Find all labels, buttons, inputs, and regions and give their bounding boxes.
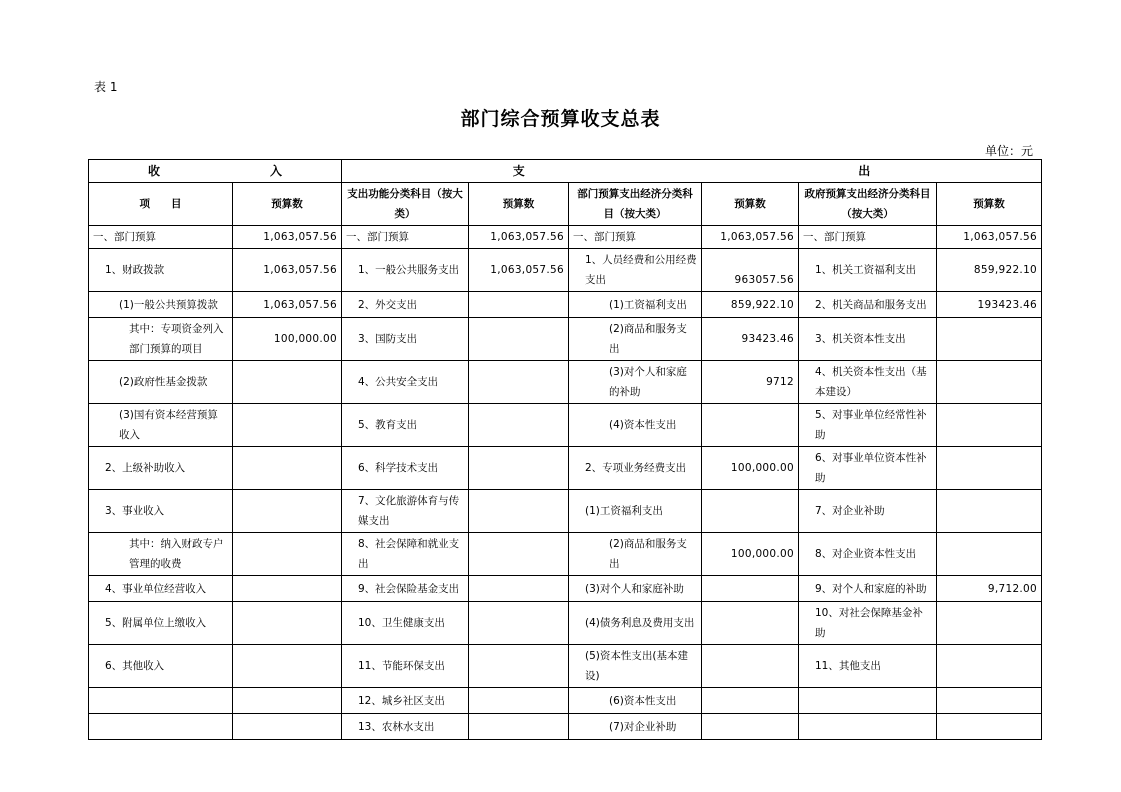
dept-econ-amount: 963057.56: [702, 249, 799, 292]
table-number-label: 表 1: [94, 80, 118, 94]
function-item: 1、一般公共服务支出: [342, 249, 469, 292]
table-body: [89, 226, 1042, 740]
function-item: 2、外交支出: [342, 292, 469, 318]
gov-econ-amount: 9,712.00: [937, 576, 1042, 602]
function-item: 4、公共安全支出: [342, 361, 469, 404]
header-row-1: [89, 160, 1042, 183]
gov-econ-amount: 859,922.10: [937, 249, 1042, 292]
income-amount: [233, 645, 342, 688]
table-row: [89, 318, 1042, 361]
table-row: [89, 249, 1042, 292]
col-header-budget-2: 预算数: [469, 183, 569, 226]
function-amount: [469, 361, 569, 404]
col-header-budget-1: 预算数: [233, 183, 342, 226]
gov-econ-item: 2、机关商品和服务支出: [799, 292, 937, 318]
table-row: [89, 714, 1042, 740]
function-amount: [469, 576, 569, 602]
gov-econ-amount: [937, 490, 1042, 533]
dept-econ-amount: [702, 576, 799, 602]
dept-econ-item: (2)商品和服务支出: [569, 318, 702, 361]
income-item: 5、附属单位上缴收入: [89, 602, 233, 645]
table-row: [89, 645, 1042, 688]
function-amount: [469, 404, 569, 447]
function-item: 10、卫生健康支出: [342, 602, 469, 645]
income-amount: 100,000.00: [233, 318, 342, 361]
col-header-budget-4: 预算数: [937, 183, 1042, 226]
function-amount: [469, 447, 569, 490]
col-header-item: 项 目: [89, 183, 233, 226]
income-item: (1)一般公共预算拨款: [89, 292, 233, 318]
dept-econ-item: (5)资本性支出(基本建设): [569, 645, 702, 688]
function-item: 7、文化旅游体育与传媒支出: [342, 490, 469, 533]
table-row: [89, 226, 1042, 249]
gov-econ-amount: [937, 602, 1042, 645]
dept-econ-item: 2、专项业务经费支出: [569, 447, 702, 490]
function-amount: 1,063,057.56: [469, 226, 569, 249]
table-row: [89, 533, 1042, 576]
dept-econ-amount: 100,000.00: [702, 533, 799, 576]
function-item: 3、国防支出: [342, 318, 469, 361]
table-row: [89, 447, 1042, 490]
gov-econ-amount: 1,063,057.56: [937, 226, 1042, 249]
col-header-dept-econ-class: 部门预算支出经济分类科目（按大类）: [569, 183, 702, 226]
gov-econ-amount: [937, 361, 1042, 404]
function-amount: [469, 490, 569, 533]
gov-econ-item: [799, 688, 937, 714]
dept-econ-amount: [702, 645, 799, 688]
income-amount: [233, 490, 342, 533]
dept-econ-amount: 1,063,057.56: [702, 226, 799, 249]
income-amount: [233, 404, 342, 447]
table-row: [89, 688, 1042, 714]
dept-econ-amount: 9712: [702, 361, 799, 404]
table-row: [89, 404, 1042, 447]
dept-econ-item: (1)工资福利支出: [569, 490, 702, 533]
dept-econ-item: (4)债务利息及费用支出: [569, 602, 702, 645]
gov-econ-amount: [937, 533, 1042, 576]
function-item: 8、社会保障和就业支出: [342, 533, 469, 576]
function-item: 5、教育支出: [342, 404, 469, 447]
gov-econ-amount: [937, 404, 1042, 447]
income-item: 3、事业收入: [89, 490, 233, 533]
dept-econ-item: (2)商品和服务支出: [569, 533, 702, 576]
function-amount: 1,063,057.56: [469, 249, 569, 292]
gov-econ-item: 8、对企业资本性支出: [799, 533, 937, 576]
income-item: 1、财政拨款: [89, 249, 233, 292]
income-amount: [233, 576, 342, 602]
gov-econ-amount: [937, 447, 1042, 490]
income-item: [89, 688, 233, 714]
gov-econ-amount: [937, 714, 1042, 740]
gov-econ-item: 1、机关工资福利支出: [799, 249, 937, 292]
dept-econ-amount: [702, 490, 799, 533]
dept-econ-item: 一、部门预算: [569, 226, 702, 249]
dept-econ-item: (7)对企业补助: [569, 714, 702, 740]
function-amount: [469, 318, 569, 361]
dept-econ-amount: 93423.46: [702, 318, 799, 361]
gov-econ-item: 3、机关资本性支出: [799, 318, 937, 361]
col-header-gov-econ-class: 政府预算支出经济分类科目（按大类）: [799, 183, 937, 226]
function-amount: [469, 645, 569, 688]
header-row-2: [89, 183, 1042, 226]
income-item: [89, 714, 233, 740]
budget-table: [88, 159, 1042, 740]
table-row: [89, 361, 1042, 404]
income-amount: 1,063,057.56: [233, 292, 342, 318]
function-item: 13、农林水支出: [342, 714, 469, 740]
income-amount: [233, 447, 342, 490]
gov-econ-item: 5、对事业单位经常性补助: [799, 404, 937, 447]
function-item: 一、部门预算: [342, 226, 469, 249]
function-item: 6、科学技术支出: [342, 447, 469, 490]
income-item: 4、事业单位经营收入: [89, 576, 233, 602]
table-row: [89, 602, 1042, 645]
gov-econ-amount: [937, 688, 1042, 714]
income-amount: [233, 602, 342, 645]
gov-econ-item: [799, 714, 937, 740]
income-item: (3)国有资本经营预算收入: [89, 404, 233, 447]
unit-label: 单位：元: [984, 144, 1033, 158]
income-header: 收 入: [89, 160, 342, 183]
dept-econ-item: (3)对个人和家庭的补助: [569, 361, 702, 404]
function-amount: [469, 688, 569, 714]
income-amount: [233, 361, 342, 404]
gov-econ-item: 7、对企业补助: [799, 490, 937, 533]
page-title: 部门综合预算收支总表: [460, 108, 661, 130]
function-item: 12、城乡社区支出: [342, 688, 469, 714]
gov-econ-item: 6、对事业单位资本性补助: [799, 447, 937, 490]
col-header-budget-3: 预算数: [702, 183, 799, 226]
dept-econ-item: (4)资本性支出: [569, 404, 702, 447]
gov-econ-amount: 193423.46: [937, 292, 1042, 318]
income-item: (2)政府性基金拨款: [89, 361, 233, 404]
dept-econ-item: (6)资本性支出: [569, 688, 702, 714]
income-amount: [233, 533, 342, 576]
income-item: 其中：专项资金列入部门预算的项目: [89, 318, 233, 361]
gov-econ-item: 一、部门预算: [799, 226, 937, 249]
dept-econ-amount: [702, 602, 799, 645]
expense-header: 支 出: [342, 160, 1042, 183]
function-amount: [469, 292, 569, 318]
dept-econ-item: 1、人员经费和公用经费支出: [569, 249, 702, 292]
income-amount: 1,063,057.56: [233, 226, 342, 249]
function-amount: [469, 602, 569, 645]
income-amount: [233, 688, 342, 714]
col-header-function-class: 支出功能分类科目（按大类）: [342, 183, 469, 226]
income-item: 其中：纳入财政专户管理的收费: [89, 533, 233, 576]
table-row: [89, 490, 1042, 533]
gov-econ-amount: [937, 318, 1042, 361]
dept-econ-amount: [702, 714, 799, 740]
dept-econ-item: (1)工资福利支出: [569, 292, 702, 318]
function-amount: [469, 714, 569, 740]
dept-econ-amount: [702, 404, 799, 447]
function-item: 11、节能环保支出: [342, 645, 469, 688]
gov-econ-item: 9、对个人和家庭的补助: [799, 576, 937, 602]
gov-econ-item: 11、其他支出: [799, 645, 937, 688]
gov-econ-amount: [937, 645, 1042, 688]
income-item: 6、其他收入: [89, 645, 233, 688]
dept-econ-amount: 100,000.00: [702, 447, 799, 490]
table-row: [89, 576, 1042, 602]
gov-econ-item: 10、对社会保障基金补助: [799, 602, 937, 645]
function-item: 9、社会保险基金支出: [342, 576, 469, 602]
dept-econ-item: (3)对个人和家庭补助: [569, 576, 702, 602]
income-amount: 1,063,057.56: [233, 249, 342, 292]
income-amount: [233, 714, 342, 740]
dept-econ-amount: [702, 688, 799, 714]
table-row: [89, 292, 1042, 318]
income-item: 2、上级补助收入: [89, 447, 233, 490]
function-amount: [469, 533, 569, 576]
dept-econ-amount: 859,922.10: [702, 292, 799, 318]
gov-econ-item: 4、机关资本性支出（基本建设）: [799, 361, 937, 404]
income-item: 一、部门预算: [89, 226, 233, 249]
